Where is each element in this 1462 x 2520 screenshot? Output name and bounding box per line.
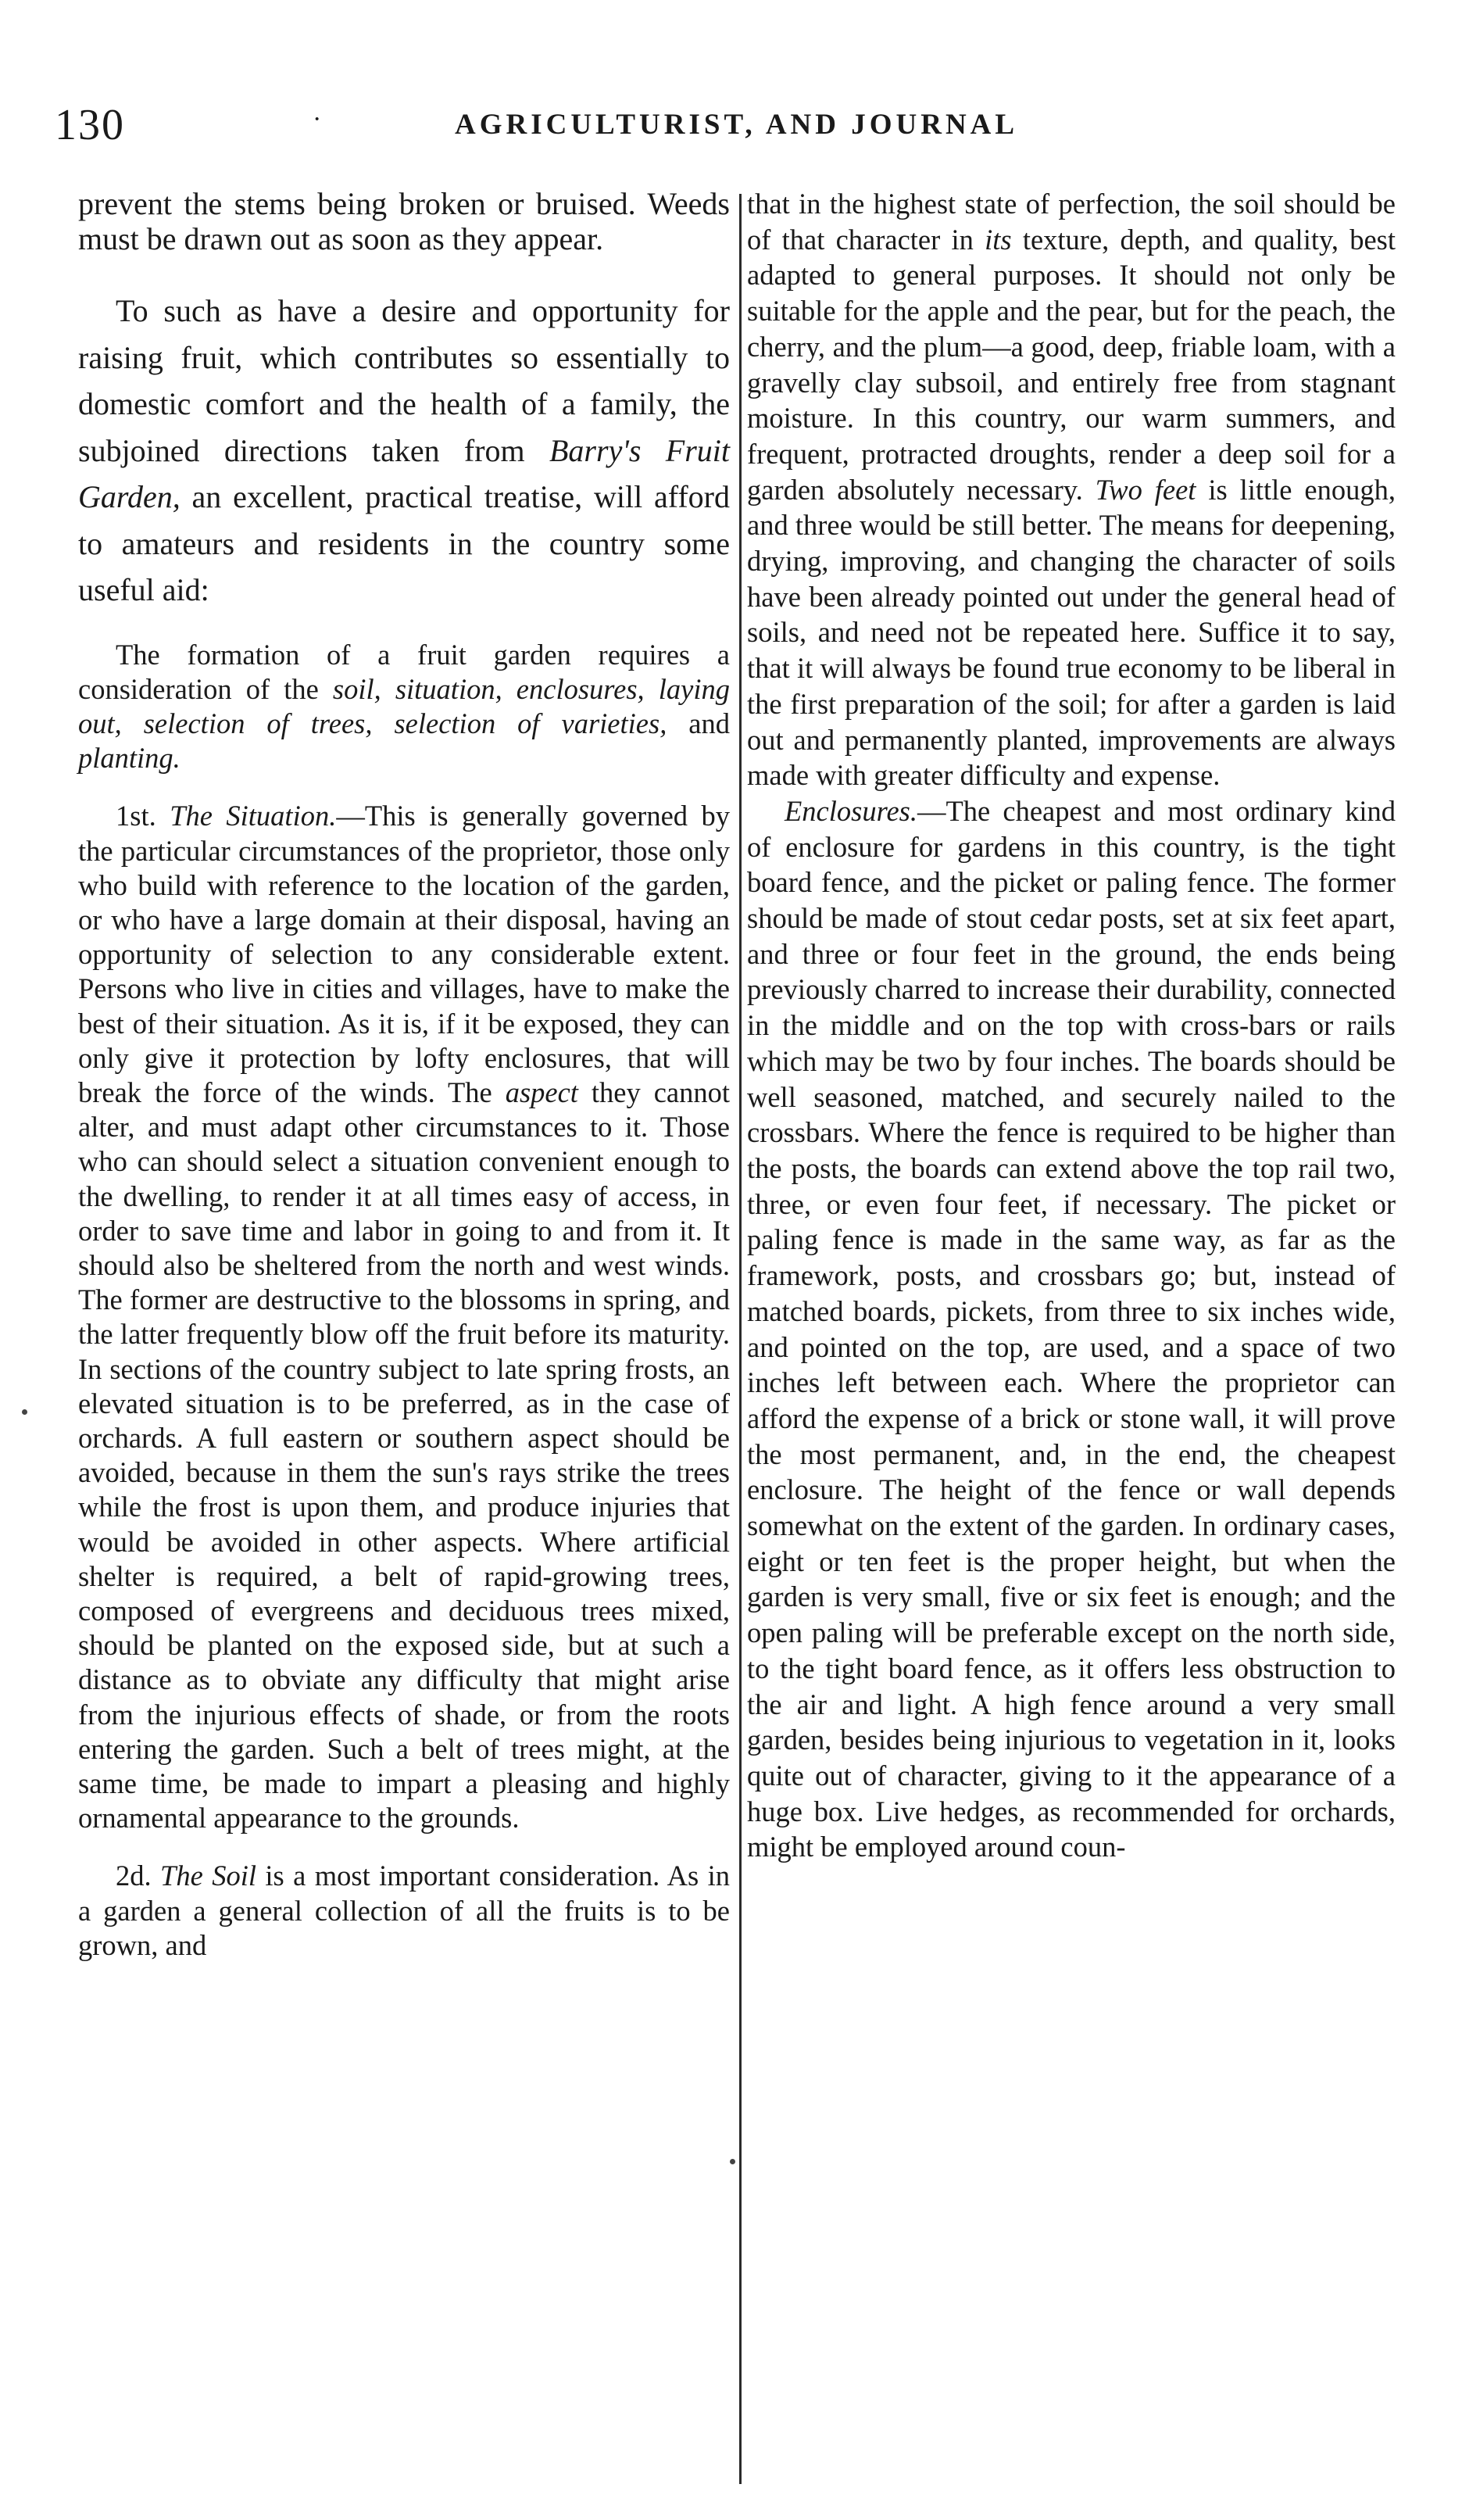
source-title: Barry's Fruit Garden, <box>78 432 731 514</box>
left-para-situation: 1st. The Situation.—This is generally governed by the particular circumstances of the proprietor, those only who build with reference to the location of the garden, or who have a large domain at their disposal, having an opportunity of selection to any considerable extent. Persons who live in cities and villages, have to make the best of their situation. As it is, if it be exposed, they can only give it protection by lofty enclosures, that will break the force of the winds. The aspect they cannot alter, and must adapt other circumstances to it. Those who can should select a situation convenient enough to the dwelling, to render it at all times easy of access, in order to save time and labor in going to and from it. It should also be sheltered from the north and west winds. The former are destructive to the blossoms in spring, and the latter frequently blow off the fruit before its maturity. In sections of the country subject to late spring frosts, an elevated situation is to be preferred, as in the case of orchards. A full eastern or southern aspect should be avoided, because in them the sun's rays strike the trees while the frost is upon them, and produce injuries that would be avoided in other aspects. Where artificial shelter is required, a belt of rapid-growing trees, composed of evergreens and deciduous trees mixed, should be planted on the exposed side, but at such a distance as to obviate any difficulty that might arise from the injurious effects of shade, or from the roots entering the garden. Such a belt of trees might, at the same time, be made to impart a pleasing and highly ornamental appearance to the grounds. <box>78 800 730 1835</box>
right-para-enclosures: Enclosures.—The cheapest and most ordinary kind of enclosure for gardens in this country, is the tight board fence, and the picket or paling fence. The former should be made of stout cedar posts, set at six feet apart, and three or four feet in the ground, the ends being previously charred to increase their durability, connected in the middle and on the top with cross-bars or rails which may be two by four inches. The boards should be well seasoned, matched, and securely nailed to the crossbars. Where the fence is required to be higher than the posts, the boards can extend above the top rail two, three, or even four feet, if necessary. The picket or paling fence is made in the same way, as far as the framework, posts, and crossbars go; but, instead of matched boards, pickets, from three to six inches wide, and pointed on the top, are used, and a space of two inches left between each. Where the proprietor can afford the expense of a brick or stone wall, it will prove the most permanent, and, in the end, the cheapest enclosure. The height of the fence or wall depends somewhat on the extent of the garden. In ordinary cases, eight or ten feet is the proper height, but when the garden is very small, five or six feet is enough; and the open paling will be preferable except on the north side, to the tight board fence, as it offers less obstruction to the air and light. A high fence around a very small garden, besides being injurious to vegetation in it, looks quite out of character, giving to it the appearance of a huge box. Live hedges, as recommended for orchards, might be employed around coun- <box>747 794 1396 1863</box>
page-number: 130 <box>55 101 125 149</box>
section-heading-enclosures: Enclosures. <box>785 794 917 827</box>
print-speck <box>22 1409 27 1415</box>
header-separator: · <box>313 105 322 134</box>
running-title: AGRICULTURIST, AND JOURNAL <box>455 109 1019 141</box>
left-para-continuation: prevent the stems being broken or bruised. Weeds must be drawn out as soon as they appear. <box>78 186 730 256</box>
left-para-intro: To such as have a desire and opportunity for raising fruit, which contributes so essentially to domestic comfort and the health of a family, the subjoined directions taken from Barry's Fruit Garden, an excellent, practical treatise, will afford to amateurs and residents in the country some useful aid: <box>78 293 731 607</box>
page-header <box>55 100 1391 163</box>
left-column <box>78 186 730 1963</box>
right-column <box>747 186 1396 1865</box>
left-para-formation: The formation of a fruit garden requires a consideration of the soil, situation, enclosures, laying out, selection of trees, selection of varieties, and planting. <box>78 638 730 775</box>
left-para-soil: 2d. The Soil is a most important consideration. As in a garden a general collection of all the fruits is to be grown, and <box>78 1860 731 1961</box>
right-para-soil-continued: that in the highest state of perfection, the soil should be of that character in its texture, depth, and quality, best adapted to general purposes. It should not only be suitable for the apple and the pear, but for the peach, the cherry, and the plum—a good, deep, friable loam, with a gravelly clay subsoil, and entirely free from stagnant moisture. In this country, our warm summers, and frequent, protracted droughts, render a deep soil for a garden absolutely necessary. Two feet is little enough, and three would be still better. The means for deepening, drying, improving, and changing the character of soils have been already pointed out under the general head of soils, and need not be repeated here. Suffice it to say, that it will always be found true economy to be liberal in the first preparation of the soil; for after a garden is laid out and permanently planted, improvements are always made with greater difficulty and expense. <box>747 188 1396 792</box>
section-heading-situation: The Situation. <box>170 800 337 832</box>
print-speck <box>730 2159 735 2164</box>
column-divider <box>739 194 742 2484</box>
section-heading-soil: The Soil <box>160 1860 256 1892</box>
